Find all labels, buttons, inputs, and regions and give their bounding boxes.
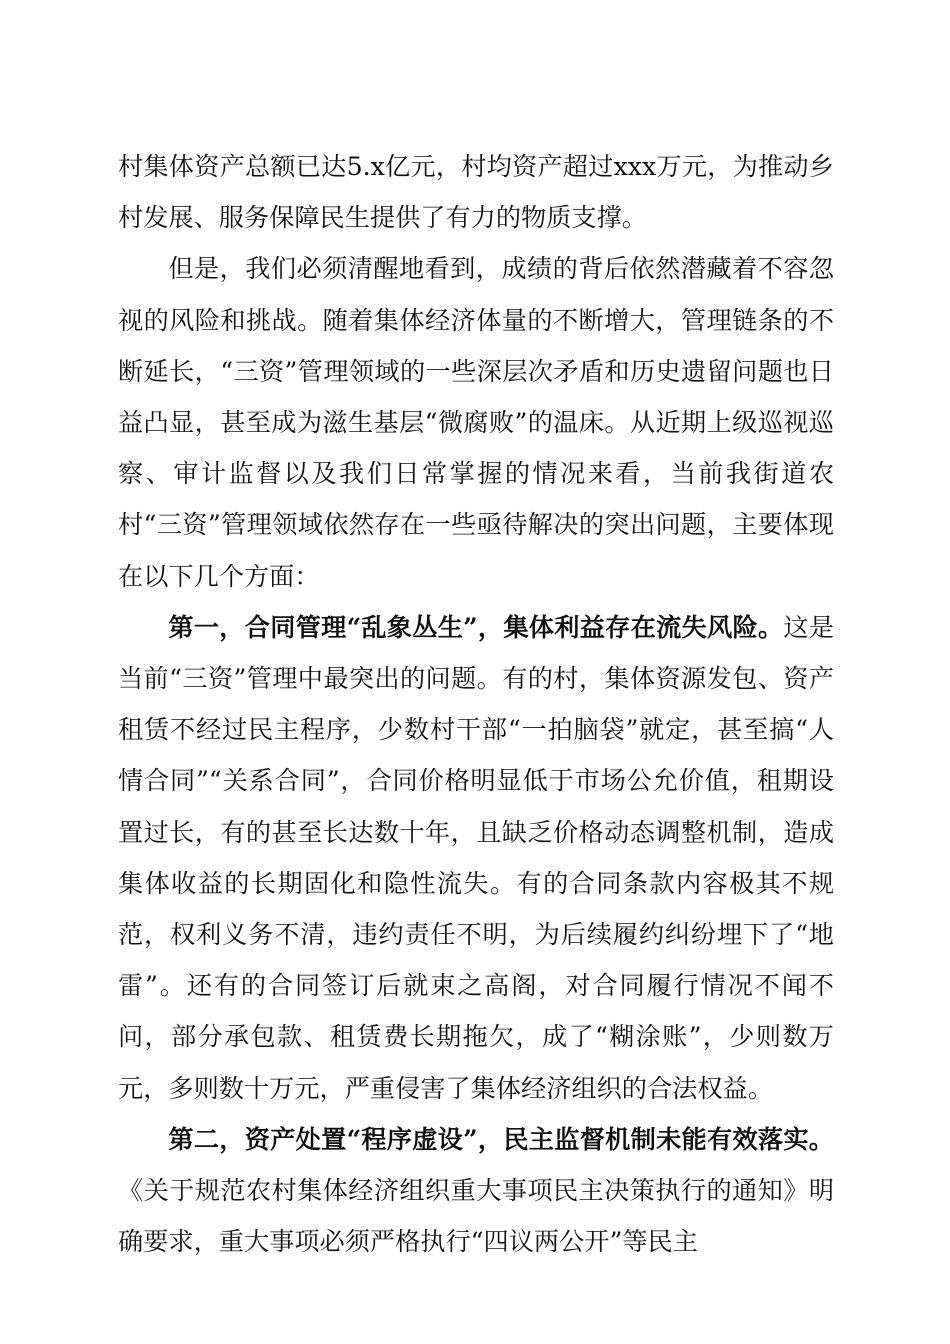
document-page [118,141,834,1267]
section-heading-second: 第二，资产处置“程序虚设”，民主监督机制未能有效落实。 [168,1123,834,1154]
paragraph-risks: 但是，我们必须清醒地看到，成绩的背后依然潜藏着不容忽视的风险和挑战。随着集体经济体量的不断增大，管理链条的不断延长，“三资”管理领域的一些深层次矛盾和历史遗留问题也日益凸显，甚至成为滋生基层“微腐败”的温床。从近期上级巡视巡察、审计监督以及我们日常掌握的情况来看，当前我街道农村“三资”管理领域依然存在一些亟待解决的突出问题，主要体现在以下几个方面： [118,254,834,591]
paragraph-continuation: 村集体资产总额已达5.x亿元，村均资产超过xxx万元，为推动乡村发展、服务保障民生提供了有力的物质支撑。 [118,152,834,233]
paragraph-contract-management [118,602,834,1114]
section-body-first: 这是当前“三资”管理中最突出的问题。有的村，集体资源发包、资产租赁不经过民主程序，少数村干部“一拍脑袋”就定，甚至搞“人情合同”“关系合同”，合同价格明显低于市场公允价值，租期设置过长，有的甚至长达数十年，且缺乏价格动态调整机制，造成集体收益的长期固化和隐性流失。有的合同条款内容极其不规范，权利义务不清，违约责任不明，为后续履约纠纷埋下了“地雷”。还有的合同签订后就束之高阁，对合同履行情况不闻不问，部分承包款、租赁费长期拖欠，成了“糊涂账”，少则数万元，多则数十万元，严重侵害了集体经济组织的合法权益。 [118,612,835,1103]
section-body-second: 《关于规范农村集体经济组织重大事项民主决策执行的通知》明确要求，重大事项必须严格执行“四议两公开”等民主 [118,1176,834,1257]
section-heading-first: 第一，合同管理“乱象丛生”，集体利益存在流失风险。 [168,611,784,642]
paragraph-asset-disposal [118,1114,834,1268]
